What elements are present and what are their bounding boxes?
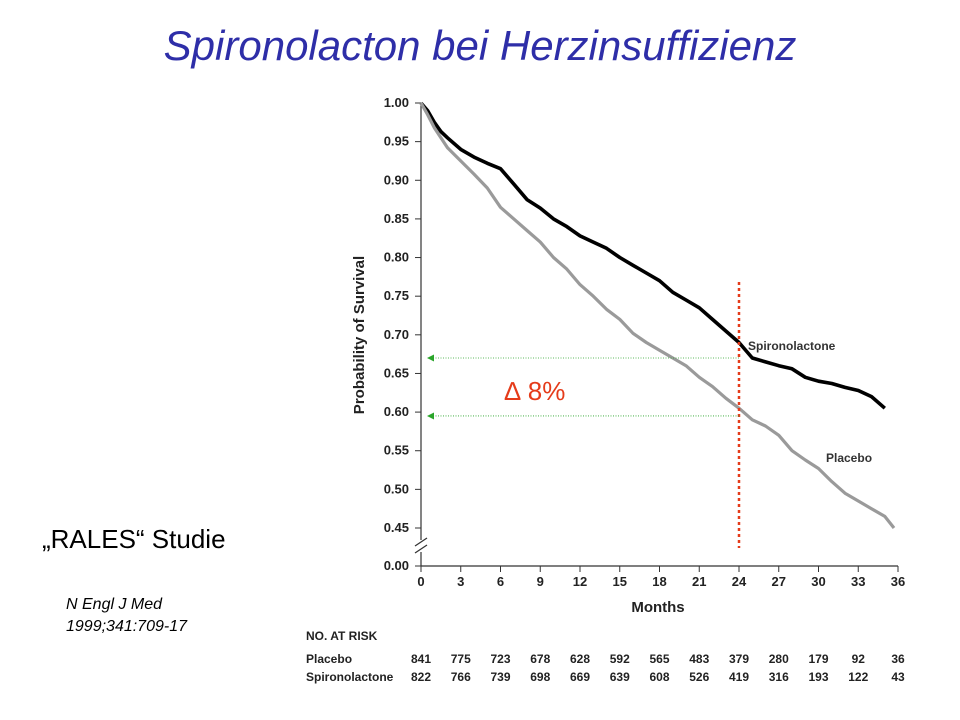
y-tick-label: 0.50 — [383, 481, 409, 497]
y-axis-label: Probability of Survival — [351, 255, 368, 415]
risk-cell: 43 — [891, 670, 905, 684]
risk-cell: 698 — [530, 670, 551, 684]
arrowhead — [427, 355, 434, 362]
risk-cell: 639 — [609, 670, 630, 684]
risk-cell: 122 — [848, 670, 869, 684]
x-tick-label: 0 — [417, 574, 425, 589]
risk-cell: 565 — [649, 652, 670, 666]
y-tick-label: 0.45 — [383, 520, 409, 535]
delta-label: ∆ 8% — [504, 376, 566, 406]
x-tick-label: 15 — [612, 574, 627, 589]
series-label-placebo: Placebo — [826, 451, 873, 465]
risk-cell: 193 — [808, 670, 829, 684]
x-tick-label: 18 — [652, 574, 667, 589]
risk-row-label: Spironolactone — [306, 670, 394, 684]
x-axis-label: Months — [631, 599, 685, 616]
risk-cell: 628 — [569, 652, 591, 666]
y-tick-label: 1.00 — [383, 95, 409, 110]
risk-cell: 775 — [450, 652, 471, 666]
risk-cell: 723 — [490, 652, 511, 666]
risk-cell: 669 — [569, 670, 591, 684]
risk-cell: 179 — [808, 652, 829, 666]
risk-cell: 379 — [728, 652, 750, 666]
x-tick-label: 27 — [771, 574, 786, 589]
risk-cell: 841 — [410, 652, 432, 666]
series-lines — [421, 103, 894, 528]
risk-cell: 92 — [851, 652, 865, 666]
y-tick-label: 0.65 — [383, 365, 409, 381]
y-tick-label: 0.80 — [383, 249, 409, 265]
series-label-spironolactone: Spironolactone — [748, 339, 836, 353]
x-tick-label: 21 — [692, 574, 707, 589]
risk-table-header: NO. AT RISK — [306, 629, 378, 643]
citation-journal: N Engl J Med — [66, 596, 163, 613]
y-tick-label: 0.70 — [383, 326, 409, 342]
risk-cell: 608 — [649, 670, 670, 684]
y-tick-label: 0.60 — [383, 404, 409, 420]
x-ticks — [417, 566, 905, 589]
risk-cell: 739 — [490, 670, 511, 684]
risk-cell: 280 — [768, 652, 789, 666]
risk-cell: 526 — [689, 670, 710, 684]
x-tick-label: 12 — [572, 574, 588, 589]
x-tick-label: 9 — [536, 574, 544, 589]
y-tick-label: 0.55 — [383, 442, 409, 458]
y-ticks — [384, 95, 421, 573]
x-tick-label: 24 — [731, 574, 747, 589]
x-tick-label: 33 — [851, 574, 866, 589]
risk-cell: 678 — [530, 652, 551, 666]
arrowhead — [427, 412, 434, 419]
y-tick-label: 0.90 — [383, 172, 409, 188]
y-tick-label: 0.75 — [383, 288, 409, 304]
risk-cell: 822 — [410, 670, 432, 684]
risk-cell: 419 — [728, 670, 750, 684]
y-tick-label: 0.85 — [383, 210, 409, 226]
x-tick-label: 30 — [811, 574, 826, 589]
y-tick-label-zero: 0.00 — [383, 558, 409, 573]
study-label: „RALES“ Studie — [42, 524, 226, 554]
chart-axes — [415, 103, 898, 566]
slide-title: Spironolacton bei Herzinsuffizienz — [163, 22, 797, 69]
risk-cell: 592 — [609, 652, 630, 666]
x-tick-label: 36 — [890, 574, 906, 589]
risk-table — [306, 629, 905, 684]
risk-cell: 766 — [450, 670, 471, 684]
risk-cell: 36 — [891, 652, 905, 666]
series-line-spironolactone — [421, 103, 885, 408]
annotations — [427, 282, 739, 548]
x-tick-label: 3 — [457, 574, 465, 589]
axis-break-mark — [415, 545, 427, 553]
risk-row-label: Placebo — [306, 652, 353, 666]
x-tick-label: 6 — [496, 574, 505, 589]
y-tick-label: 0.95 — [383, 133, 409, 149]
risk-cell: 316 — [768, 670, 789, 684]
risk-cell: 483 — [689, 652, 710, 666]
citation-volume: 1999;341:709-17 — [66, 618, 187, 635]
